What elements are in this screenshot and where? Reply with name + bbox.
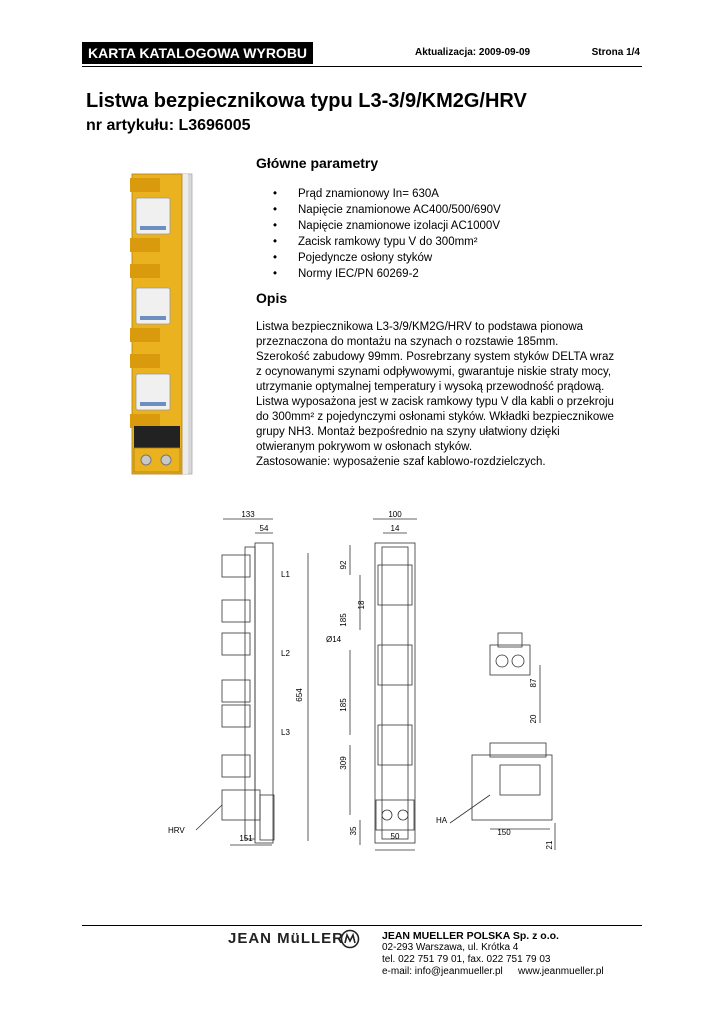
company-logo: JEAN MüLLER [228, 930, 344, 947]
technical-drawing [160, 505, 560, 865]
description-line: Szerokość zabudowy 99mm. Posrebrzany system styków DELTA wraz [256, 351, 615, 363]
params-heading: Główne parametry [256, 155, 379, 171]
dim-label: Ø14 [326, 635, 342, 644]
dim-label: HA [436, 816, 448, 825]
dim-label: 92 [339, 560, 348, 570]
description-heading: Opis [256, 290, 288, 306]
dim-label: 14 [390, 524, 400, 533]
dim-label: 309 [339, 756, 348, 770]
logo-emblem-icon [340, 929, 360, 949]
params-list [270, 186, 501, 282]
header-bar [82, 42, 642, 66]
dim-label: 54 [259, 524, 269, 533]
company-phone: tel. 022 751 79 01, fax. 022 751 79 03 [382, 954, 551, 965]
footer-divider [82, 925, 642, 926]
bullet-icon: • [273, 236, 278, 248]
bullet-icon: • [273, 220, 278, 232]
dim-label: 20 [529, 714, 538, 724]
bullet-icon: • [273, 252, 278, 264]
description-line: przeznaczona do montażu na szynach o rozstawie 185mm. [256, 336, 559, 348]
dim-label: 18 [357, 600, 366, 610]
article-number: nr artykułu: L3696005 [86, 117, 251, 134]
company-name: JEAN MUELLER POLSKA Sp. z o.o. [382, 930, 559, 942]
bullet-icon: • [273, 268, 278, 280]
dim-label: 100 [388, 510, 402, 519]
list-item: • Prąd znamionowy In= 630A [273, 188, 439, 200]
description-line: z ocynowanymi szynami odpływowymi, gwarantuje niskie straty mocy, [256, 366, 612, 378]
product-title: Listwa bezpiecznikowa typu L3-3/9/KM2G/HRV [86, 90, 527, 112]
description-line: otwieranym pokrywom w osłonach styków. [256, 441, 473, 453]
company-info [382, 930, 604, 978]
description-line: utrzymanie optymalnej temperatury i wysoką przewodność prądową. [256, 381, 605, 393]
dim-label: 87 [529, 678, 538, 688]
header-divider [82, 66, 642, 67]
company-email: e-mail: info@jeanmueller.pl [382, 966, 503, 977]
dim-label: 50 [390, 832, 400, 841]
dim-label: 21 [545, 840, 554, 850]
product-photo [120, 168, 200, 486]
dim-label: 150 [497, 828, 511, 837]
list-item: • Pojedyncze osłony styków [273, 252, 433, 264]
page-number: Strona 1/4 [591, 47, 640, 58]
description-text [256, 320, 648, 470]
description-line: do 300mm² z pojedynczymi osłonami styków. Wkładki bezpiecznikowe [256, 411, 614, 423]
dim-label: 185 [339, 613, 348, 627]
dim-label: 133 [241, 510, 255, 519]
document-type-label: KARTA KATALOGOWA WYROBU [82, 42, 313, 64]
update-date: Aktualizacja: 2009-09-09 [415, 47, 531, 58]
description-line: Listwa bezpiecznikowa L3-3/9/KM2G/HRV to podstawa pionowa [256, 321, 584, 333]
list-item: • Napięcie znamionowe izolacji AC1000V [273, 220, 501, 232]
dim-label: HRV [168, 826, 185, 835]
bullet-icon: • [273, 204, 278, 216]
dim-label: 35 [349, 826, 358, 836]
dim-label: 185 [339, 698, 348, 712]
company-address: 02-293 Warszawa, ul. Krótka 4 [382, 942, 519, 953]
bullet-icon: • [273, 188, 278, 200]
list-item: • Zacisk ramkowy typu V do 300mm² [273, 236, 478, 248]
description-line: grupy NH3. Montaż bezpośrednio na szyny ułatwiony dzięki [256, 426, 560, 438]
dim-label: 654 [295, 688, 304, 702]
list-item: • Napięcie znamionowe AC400/500/690V [273, 204, 501, 216]
description-line: Listwa wyposażona jest w zacisk ramkowy typu V dla kabli o przekroju [256, 396, 614, 408]
dim-label: L1 [281, 570, 290, 579]
company-website: www.jeanmueller.pl [518, 966, 604, 977]
dim-label: L2 [281, 649, 290, 658]
dim-label: L3 [281, 728, 290, 737]
list-item: • Normy IEC/PN 60269-2 [273, 268, 419, 280]
dim-label: 151 [239, 834, 253, 843]
description-line: Zastosowanie: wyposażenie szaf kablowo-rozdzielczych. [256, 456, 546, 468]
